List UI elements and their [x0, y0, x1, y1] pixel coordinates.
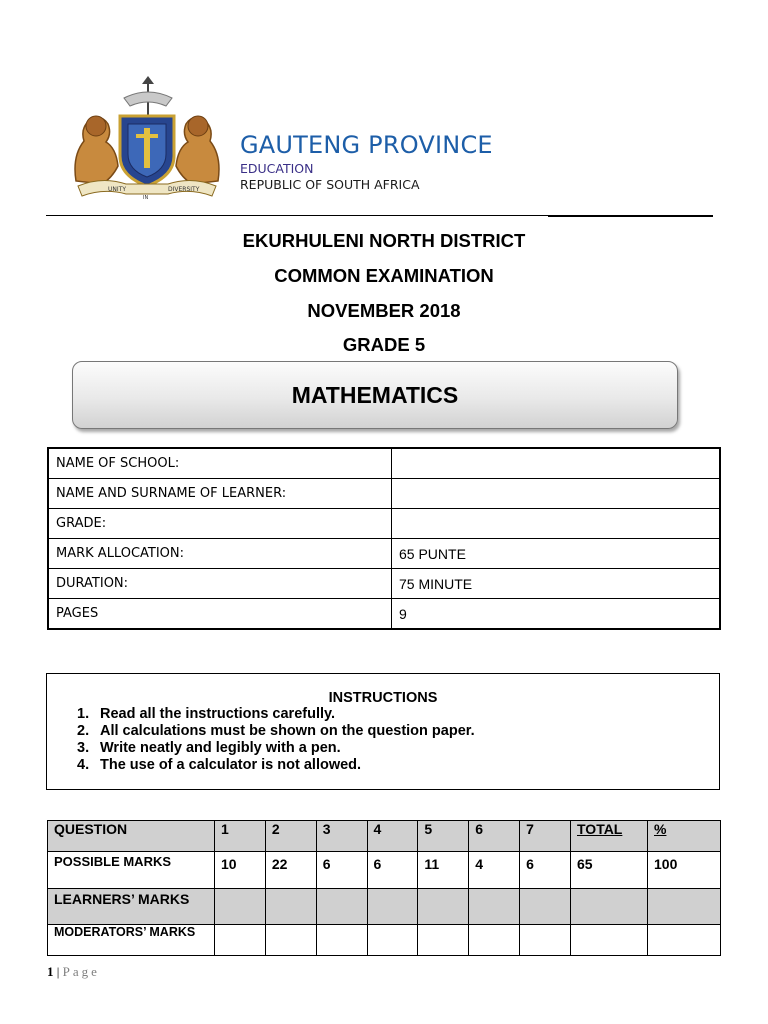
- possible-mark: 6: [520, 852, 571, 889]
- possible-mark: 4: [469, 852, 520, 889]
- question-header: 4: [367, 821, 418, 852]
- learner-name-field[interactable]: [392, 479, 721, 509]
- page-footer: [47, 964, 100, 980]
- possible-percent: 100: [648, 852, 721, 889]
- learner-mark-cell[interactable]: [316, 889, 367, 925]
- gauteng-coat-of-arms-icon: [62, 76, 232, 201]
- list-item: [77, 723, 719, 740]
- school-field[interactable]: [392, 448, 721, 479]
- pages-label: PAGES: [48, 599, 392, 630]
- brand-text: [240, 131, 493, 192]
- learner-mark-cell[interactable]: [265, 889, 316, 925]
- table-row: [48, 509, 720, 539]
- item-text: Read all the instructions carefully.: [100, 706, 336, 722]
- page-separator: |: [56, 964, 60, 979]
- possible-mark: 6: [367, 852, 418, 889]
- moderator-mark-cell[interactable]: [469, 925, 520, 956]
- moderator-mark-cell[interactable]: [520, 925, 571, 956]
- page-number: 1: [47, 964, 54, 979]
- pages-value: 9: [392, 599, 721, 630]
- possible-total: 65: [571, 852, 648, 889]
- duration-value: 75 MINUTE: [392, 569, 721, 599]
- item-text: The use of a calculator is not allowed.: [100, 757, 362, 773]
- question-header: 1: [215, 821, 266, 852]
- moderator-mark-cell[interactable]: [316, 925, 367, 956]
- possible-mark: 10: [215, 852, 266, 889]
- exam-heading: COMMON EXAMINATION: [274, 265, 494, 286]
- table-row: [48, 448, 720, 479]
- marks-table: [47, 820, 721, 956]
- learner-name-label: NAME AND SURNAME OF LEARNER:: [48, 479, 392, 509]
- question-header: 7: [520, 821, 571, 852]
- question-header: 3: [316, 821, 367, 852]
- item-text: All calculations must be shown on the question paper.: [100, 723, 475, 739]
- mark-allocation-label: MARK ALLOCATION:: [48, 539, 392, 569]
- question-header: 5: [418, 821, 469, 852]
- item-number: 1.: [77, 706, 90, 722]
- learner-percent-cell[interactable]: [648, 889, 721, 925]
- brand-title: GAUTENG PROVINCE: [240, 131, 493, 159]
- header-rule-right: [548, 215, 713, 217]
- learner-total-cell[interactable]: [571, 889, 648, 925]
- date-heading: NOVEMBER 2018: [307, 300, 461, 321]
- moderators-marks-row: [48, 925, 721, 956]
- subject-title: MATHEMATICS: [291, 381, 459, 408]
- instructions-box: [46, 673, 720, 790]
- table-row: [48, 539, 720, 569]
- motto-left: UNITY: [108, 186, 126, 193]
- grade-heading: GRADE 5: [342, 334, 426, 355]
- percent-header: %: [648, 821, 721, 852]
- moderator-mark-cell[interactable]: [215, 925, 266, 956]
- learner-mark-cell[interactable]: [469, 889, 520, 925]
- possible-mark: 22: [265, 852, 316, 889]
- list-item: [77, 740, 719, 757]
- question-header: 6: [469, 821, 520, 852]
- header-rule: [46, 215, 548, 216]
- moderators-marks-label: MODERATORS’ MARKS: [48, 925, 215, 956]
- instructions-title: INSTRUCTIONS: [328, 690, 438, 706]
- item-number: 4.: [77, 757, 90, 773]
- item-number: 2.: [77, 723, 90, 739]
- moderator-mark-cell[interactable]: [367, 925, 418, 956]
- instructions-list: [47, 706, 719, 774]
- learner-mark-cell[interactable]: [367, 889, 418, 925]
- item-number: 3.: [77, 740, 90, 756]
- duration-label: DURATION:: [48, 569, 392, 599]
- total-header: TOTAL: [571, 821, 648, 852]
- item-text: Write neatly and legibly with a pen.: [100, 740, 341, 756]
- moderator-percent-cell[interactable]: [648, 925, 721, 956]
- list-item: [77, 757, 719, 774]
- grade-field[interactable]: [392, 509, 721, 539]
- brand-department: EDUCATION: [240, 161, 314, 176]
- list-item: [77, 706, 719, 723]
- grade-label: GRADE:: [48, 509, 392, 539]
- moderator-total-cell[interactable]: [571, 925, 648, 956]
- learners-marks-row: [48, 889, 721, 925]
- learners-marks-label: LEARNERS’ MARKS: [48, 889, 215, 925]
- moderator-mark-cell[interactable]: [265, 925, 316, 956]
- learner-mark-cell[interactable]: [418, 889, 469, 925]
- possible-marks-row: [48, 852, 721, 889]
- question-row: [48, 821, 721, 852]
- question-label: QUESTION: [48, 821, 215, 852]
- table-row: [48, 599, 720, 630]
- brand-country: REPUBLIC OF SOUTH AFRICA: [240, 177, 420, 192]
- table-row: [48, 479, 720, 509]
- learner-mark-cell[interactable]: [520, 889, 571, 925]
- table-row: [48, 569, 720, 599]
- learner-info-table: [47, 447, 721, 630]
- learner-mark-cell[interactable]: [215, 889, 266, 925]
- subject-banner: [72, 361, 678, 429]
- motto-right: DIVERSITY: [168, 186, 200, 193]
- moderator-mark-cell[interactable]: [418, 925, 469, 956]
- district-heading: EKURHULENI NORTH DISTRICT: [242, 230, 526, 251]
- possible-marks-label: POSSIBLE MARKS: [48, 852, 215, 889]
- mark-allocation-value: 65 PUNTE: [392, 539, 721, 569]
- motto-center: IN: [143, 195, 149, 201]
- possible-mark: 6: [316, 852, 367, 889]
- page-word: Page: [62, 964, 100, 979]
- school-label: NAME OF SCHOOL:: [48, 448, 392, 479]
- possible-mark: 11: [418, 852, 469, 889]
- question-header: 2: [265, 821, 316, 852]
